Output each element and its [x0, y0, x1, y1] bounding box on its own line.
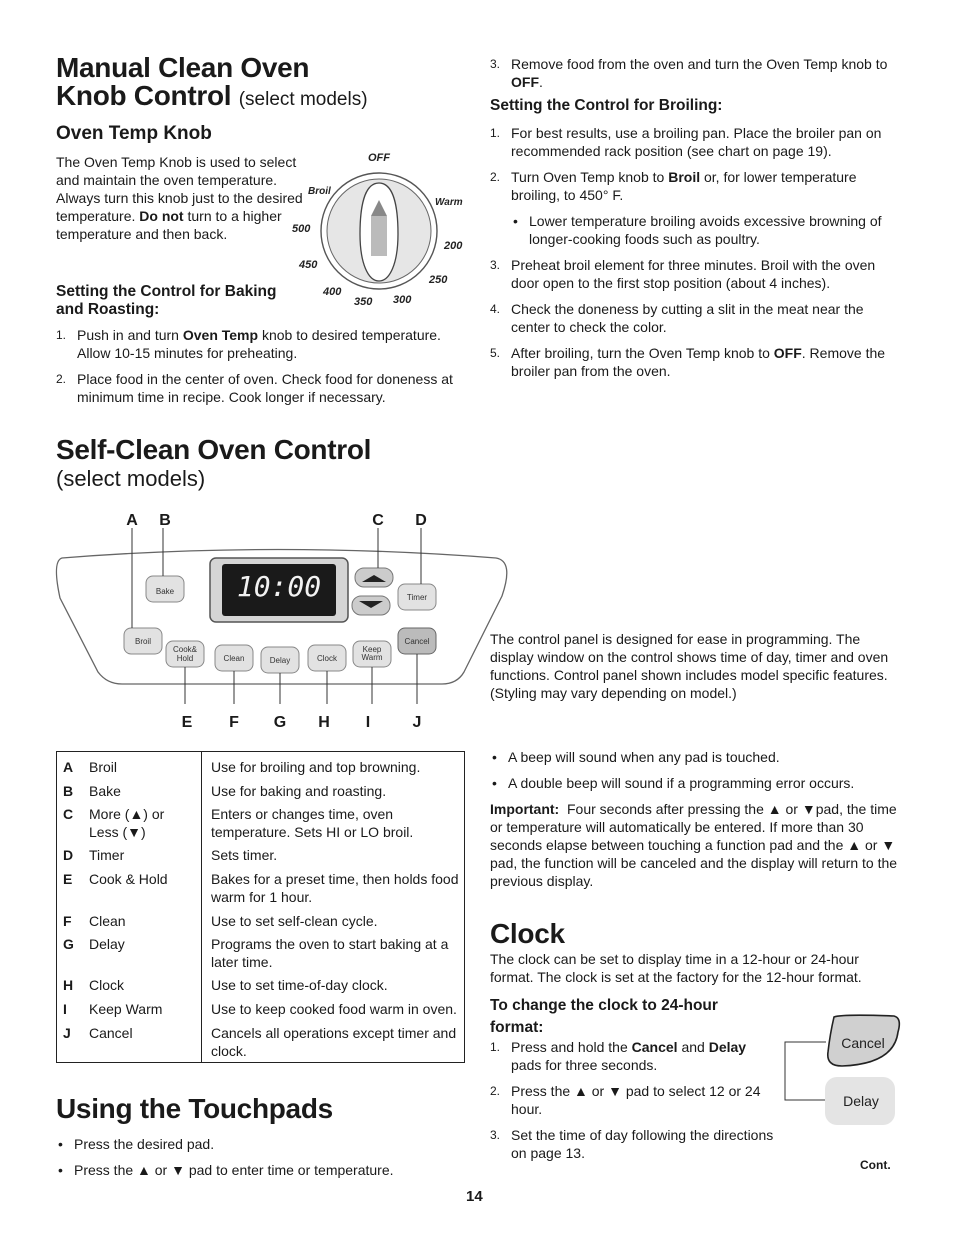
svg-text:Broil: Broil [134, 637, 152, 646]
illustration-cancel-pad[interactable] [828, 1015, 900, 1066]
broil-step-2: 2. Turn Oven Temp knob to Broil or, for lower temperature broiling, to 450° F. • Lower temperature broiling avoids excessive browning of longer-cooking foods such as poultry. [490, 168, 902, 248]
panel-letter-a: A [126, 512, 138, 529]
important-note: Important: Four seconds after pressing the ▲ or ▼pad, the time or temperature will automatically be entered. If more than 30 seconds elapse between touching a function pad and the ▲ or ▼ pad, the function will be canceled and the display will return to the previous display. [490, 801, 898, 889]
panel-letter-b: B [159, 512, 171, 529]
knob-label-off: OFF [368, 152, 390, 164]
cancel-delay-illustration [782, 1012, 902, 1130]
panel-letter-d: D [415, 512, 427, 529]
more-pad[interactable] [355, 568, 393, 587]
svg-text:Delay: Delay [269, 656, 291, 665]
knob-label-warm: Warm [435, 197, 463, 208]
less-pad[interactable] [352, 596, 390, 615]
broiling-heading: Setting the Control for Broiling: [490, 97, 723, 114]
clean-pad[interactable] [215, 645, 253, 671]
key-row: B Bake Use for baking and roasting. [63, 783, 387, 799]
clock-step-1: 1. Press and hold the Cancel and Delay pads for three seconds. [490, 1039, 747, 1073]
bake-pad[interactable] [146, 576, 184, 602]
baking-step-2: 2. Place food in the center of oven. Check food for doneness at minimum time in recipe. Cook longer if necessary. [56, 371, 453, 405]
knob-label-200: 200 [444, 240, 463, 252]
oven-temp-knob-diagram [286, 148, 476, 313]
illustration-delay-pad[interactable] [825, 1077, 895, 1125]
panel-letter-e: E [181, 714, 193, 731]
pad-key-table [56, 751, 465, 1063]
knob-label-400: 400 [323, 286, 342, 298]
clock-24h-heading: To change the clock to 24-hour format: [490, 997, 718, 1036]
panel-letter-j: J [412, 714, 422, 731]
knob-label-350: 350 [354, 296, 373, 308]
delay-pad[interactable] [261, 647, 299, 673]
clock-step-2: 2. Press the ▲ or ▼ pad to select 12 or 24 hour. [490, 1083, 761, 1117]
svg-text:Cancel: Cancel [404, 637, 430, 646]
timer-pad[interactable] [398, 584, 436, 610]
broil-pad[interactable] [124, 628, 162, 654]
svg-text:Clock: Clock [316, 654, 338, 663]
oven-temp-knob-heading: Oven Temp Knob [56, 123, 212, 144]
svg-text:Timer: Timer [406, 593, 428, 602]
key-row: D Timer Sets timer. [63, 847, 278, 863]
clock-title: Clock [490, 918, 565, 949]
svg-text:Delay: Delay [843, 1093, 879, 1109]
step-3-remove-food: 3. Remove food from the oven and turn the Oven Temp knob to OFF. [490, 56, 888, 90]
broil-step-1: 1. For best results, use a broiling pan. Place the broiler pan on recommended rack position (see chart on page 19). [490, 125, 882, 159]
knob-label-450: 450 [299, 259, 318, 271]
key-row: J Cancel Cancels all operations except timer and clock. [63, 1025, 457, 1059]
clock-steps [490, 1038, 780, 1170]
panel-letter-f: F [229, 714, 239, 731]
svg-text:Keep: Keep [362, 645, 382, 654]
broil-step-4: 4. Check the doneness by cutting a slit in the meat near the center to check the color. [490, 301, 864, 335]
control-panel-description: The control panel is designed for ease in programming. The display window on the control shows time of day, timer and oven functions. Control panel shown includes model specific features. (Styling may vary depending on model.) [490, 631, 889, 701]
key-row: I Keep Warm Use to keep cooked food warm in oven. [63, 1001, 457, 1017]
panel-letter-g: G [273, 714, 287, 731]
display-time: 10:00 [236, 570, 322, 603]
broil-step-5: 5. After broiling, turn the Oven Temp knob to OFF. Remove the broiler pan from the oven. [490, 345, 886, 379]
knob-label-broil: Broil [308, 186, 331, 197]
svg-text:Warm: Warm [361, 653, 383, 662]
broil-step-3: 3. Preheat broil element for three minutes. Broil with the oven door open to the first stop position (about 4 inches). [490, 257, 876, 291]
clock-step-3: 3. Set the time of day following the directions on page 13. [490, 1127, 774, 1161]
cookhold-pad[interactable] [166, 641, 204, 667]
svg-text:Cook&: Cook& [172, 645, 198, 654]
broil-sub-bullet: • Lower temperature broiling avoids excessive browning of longer-cooking foods such as poultry. [511, 212, 902, 248]
cancel-pad[interactable] [398, 628, 436, 654]
knob-label-300: 300 [393, 294, 412, 306]
baking-step-1: 1. Push in and turn Oven Temp knob to desired temperature. Allow 10-15 minutes for preheating. [56, 327, 441, 361]
key-row: H Clock Use to set time-of-day clock. [63, 977, 388, 993]
touchpads-title: Using the Touchpads [56, 1093, 333, 1124]
broiling-steps [490, 124, 902, 388]
clock-intro: The clock can be set to display time in a 12-hour or 24-hour format. The clock is set at the factory for the 12-hour format. [490, 951, 862, 985]
baking-heading: Setting the Control for Baking and Roasting: [56, 283, 277, 318]
key-row: A Broil Use for broiling and top browning. [63, 759, 421, 775]
beep-notes: • A beep will sound when any pad is touched. • A double beep will sound if a programming error occurs. [490, 748, 902, 800]
svg-text:Cancel: Cancel [841, 1035, 885, 1051]
manual-clean-title: Manual Clean Oven Knob Control (select models) [56, 52, 368, 111]
key-row: F Clean Use to set self-clean cycle. [63, 913, 378, 929]
control-panel-diagram [52, 506, 508, 736]
svg-text:Hold: Hold [176, 654, 194, 663]
key-row: E Cook & Hold Bakes for a preset time, then holds food warm for 1 hour. [63, 871, 459, 905]
self-clean-subtitle: (select models) [56, 466, 206, 491]
knob-label-500: 500 [292, 223, 311, 235]
key-row: G Delay Programs the oven to start baking at a later time. [63, 936, 449, 970]
svg-text:Clean: Clean [223, 654, 245, 663]
keepwarm-pad[interactable] [353, 641, 391, 667]
panel-letter-i: I [365, 714, 371, 731]
knob-label-250: 250 [429, 274, 448, 286]
key-row: C More (▲) or Less (▼) Enters or changes time, oven temperature. Sets HI or LO broil. [63, 806, 414, 840]
continued-label: Cont. [860, 1158, 891, 1172]
touchpad-bullets: • Press the desired pad. • Press the ▲ or ▼ pad to enter time or temperature. [56, 1135, 466, 1187]
clock-pad[interactable] [308, 645, 346, 671]
oven-temp-intro: The Oven Temp Knob is used to select and maintain the oven temperature. Always turn this knob just to the desired temperature. Do not turn to a higher temperature and then back. [56, 154, 303, 242]
baking-steps [56, 326, 466, 414]
page-number: 14 [466, 1188, 483, 1205]
svg-text:Bake: Bake [155, 587, 175, 596]
self-clean-title: Self-Clean Oven Control [56, 434, 372, 465]
panel-letter-c: C [372, 512, 384, 529]
panel-letter-h: H [318, 714, 330, 731]
